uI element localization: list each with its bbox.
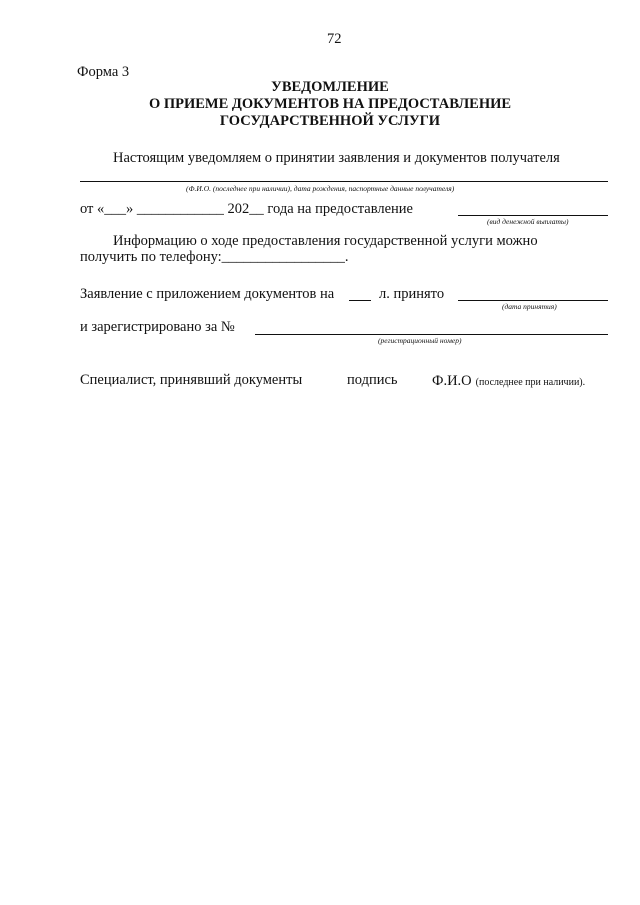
recipient-underline	[80, 181, 608, 182]
recipient-caption: (Ф.И.О. (последнее при наличии), дата рождения, паспортные данные получателя)	[186, 184, 455, 193]
date-line-text: от «___» ____________ 202__ года на предоставление	[80, 201, 413, 217]
pages-line-suffix: л. принято	[379, 286, 445, 302]
registration-text: и зарегистрировано за №	[80, 319, 235, 335]
title-line-2: О ПРИЕМЕ ДОКУМЕНТОВ НА ПРЕДОСТАВЛЕНИЕ	[148, 96, 512, 112]
title-line-3: ГОСУДАРСТВЕННОЙ УСЛУГИ	[219, 113, 441, 129]
info-line-2: получить по телефону:_________________.	[80, 249, 349, 265]
signature-label: подпись	[347, 372, 398, 388]
payment-type-underline	[458, 215, 608, 216]
registration-number-underline	[255, 334, 608, 335]
pages-line-prefix: Заявление с приложением документов на	[80, 286, 335, 302]
page-number: 72	[327, 31, 342, 47]
payment-type-caption: (вид денежной выплаты)	[487, 217, 569, 226]
fio-note: (последнее при наличии).	[475, 377, 586, 388]
registration-number-caption: (регистрационный номер)	[378, 336, 462, 345]
fio-block	[432, 372, 585, 390]
notice-text: Настоящим уведомляем о принятии заявления и документов получателя	[113, 150, 560, 166]
info-line-1: Информацию о ходе предоставления государственной услуги можно	[113, 233, 538, 249]
acceptance-date-caption: (дата принятия)	[502, 302, 557, 311]
title-line-1: УВЕДОМЛЕНИЕ	[271, 79, 389, 95]
fio-label: Ф.И.О	[432, 373, 472, 389]
pages-count-underline	[349, 300, 371, 301]
document-title	[60, 79, 600, 130]
acceptance-date-underline	[458, 300, 608, 301]
specialist-label: Специалист, принявший документы	[80, 372, 303, 388]
form-label: Форма 3	[77, 64, 130, 80]
